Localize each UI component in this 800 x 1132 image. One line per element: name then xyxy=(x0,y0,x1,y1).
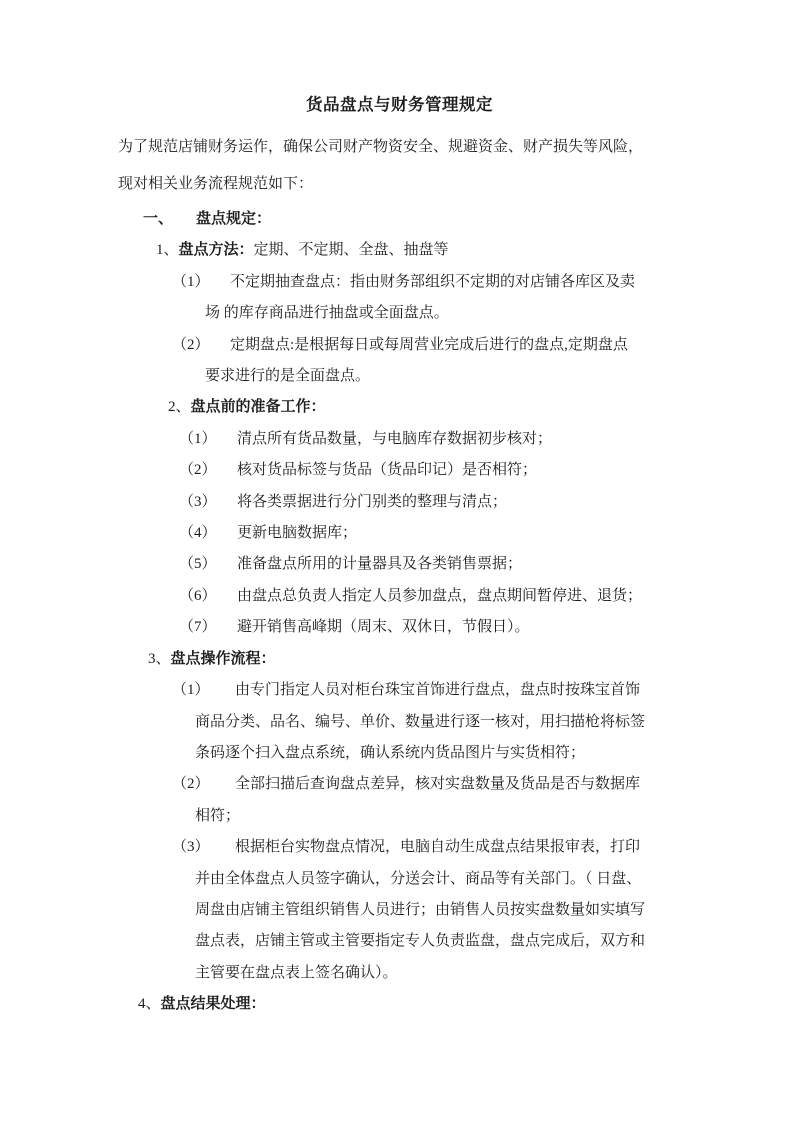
list-item-continuation: 条码逐个扫入盘点系统，确认系统内货品图片与实货相符； xyxy=(195,744,586,761)
item-marker: （5） xyxy=(179,556,217,573)
subheading-preparation xyxy=(118,392,681,423)
section-heading-label: 盘点规定： xyxy=(196,211,272,227)
subheading-marker: 2、 xyxy=(168,399,191,416)
list-item xyxy=(118,455,681,486)
list-item-continuation: 主管要在盘点表上签名确认）。 xyxy=(195,964,398,981)
item-text: 避开销售高峰期（周末、双休日，节假日）。 xyxy=(237,619,530,636)
list-item xyxy=(118,769,681,800)
list-item xyxy=(118,549,681,580)
item-text: 定期盘点:是根据每日或每周营业完成后进行的盘点,定期盘点 xyxy=(230,336,628,353)
list-item-continuation: 相符； xyxy=(195,807,241,824)
item-text: 根据柜台实物盘点情况，电脑自动生成盘点结果报审表，打印 xyxy=(235,839,641,856)
item-marker: （2） xyxy=(172,776,210,793)
list-item xyxy=(118,581,681,612)
intro-line-2: 现对相关业务流程规范如下： xyxy=(118,175,314,192)
item-marker: （1） xyxy=(172,273,210,290)
subheading-label: 盘点结果处理： xyxy=(160,996,266,1013)
list-item xyxy=(118,330,681,361)
intro-paragraph xyxy=(118,129,681,202)
item-text: 全部扫描后查询盘点差异，核对实盘数量及货品是否与数据库 xyxy=(235,776,641,793)
subheading-label: 盘点操作流程： xyxy=(170,650,276,667)
list-item-continuation: 场 的库存商品进行抽盘或全面盘点。 xyxy=(205,305,449,322)
item-marker: （1） xyxy=(172,682,210,699)
item-text: 准备盘点所用的计量器具及各类销售票据； xyxy=(237,556,523,573)
item-text: 更新电脑数据库； xyxy=(237,525,358,542)
list-item xyxy=(118,675,681,706)
item-text: 将各类票据进行分门别类的整理与清点； xyxy=(237,493,508,510)
list-item xyxy=(118,832,681,863)
subheading-marker: 3、 xyxy=(148,650,171,667)
list-item xyxy=(118,612,681,643)
item-text: 清点所有货品数量，与电脑库存数据初步核对； xyxy=(237,430,553,447)
subheading-label: 盘点方法： xyxy=(178,242,254,259)
document-title: 货品盘点与财务管理规定 xyxy=(306,95,493,114)
list-item xyxy=(118,267,681,298)
item-text: 由盘点总负责人指定人员参加盘点，盘点期间暂停进、退货； xyxy=(237,587,643,604)
intro-line-1: 为了规范店铺财务运作，确保公司财产物资安全、规避资金、财产损失等风险， xyxy=(118,139,644,155)
item-text: 不定期抽查盘点：指由财务部组织不定期的对店铺各库区及卖 xyxy=(230,273,636,290)
item-marker: （2） xyxy=(179,462,217,479)
section-marker: 一、 xyxy=(143,211,174,227)
subheading-label: 盘点前的准备工作： xyxy=(190,399,326,416)
list-item xyxy=(118,518,681,549)
subheading-operation-flow xyxy=(118,644,681,675)
subheading-result-handling xyxy=(118,989,681,1020)
subheading-inventory-methods xyxy=(118,235,681,266)
item-marker: （4） xyxy=(179,525,217,542)
item-text: 由专门指定人员对柜台珠宝首饰进行盘点，盘点时按珠宝首饰 xyxy=(235,682,641,699)
list-item xyxy=(118,487,681,518)
list-item xyxy=(118,424,681,455)
list-item-continuation: 周盘由店铺主管组织销售人员进行；由销售人员按实盘数量如实填写 xyxy=(195,901,646,918)
list-item-continuation: 并由全体盘点人员签字确认，分送会计、商品等有关部门。（ 日盘、 xyxy=(195,870,642,887)
item-marker: （6） xyxy=(179,587,217,604)
item-marker: （1） xyxy=(179,430,217,447)
section-heading-inventory-rules xyxy=(118,204,681,235)
item-marker: （7） xyxy=(179,619,217,636)
list-item-continuation: 商品分类、品名、编号、单价、数量进行逐一核对，用扫描枪将标签 xyxy=(195,713,646,730)
subheading-marker: 1、 xyxy=(156,242,179,259)
item-marker: （3） xyxy=(179,493,217,510)
subheading-rest: 定期、不定期、全盘、抽盘等 xyxy=(253,242,449,259)
item-marker: （2） xyxy=(172,336,210,353)
list-item-continuation: 要求进行的是全面盘点。 xyxy=(205,368,371,385)
item-marker: （3） xyxy=(172,839,210,856)
subheading-marker: 4、 xyxy=(138,996,161,1013)
list-item-continuation: 盘点表，店铺主管或主管要指定专人负责监盘，盘点完成后，双方和 xyxy=(195,933,646,950)
item-text: 核对货品标签与货品（货品印记）是否相符； xyxy=(237,462,538,479)
